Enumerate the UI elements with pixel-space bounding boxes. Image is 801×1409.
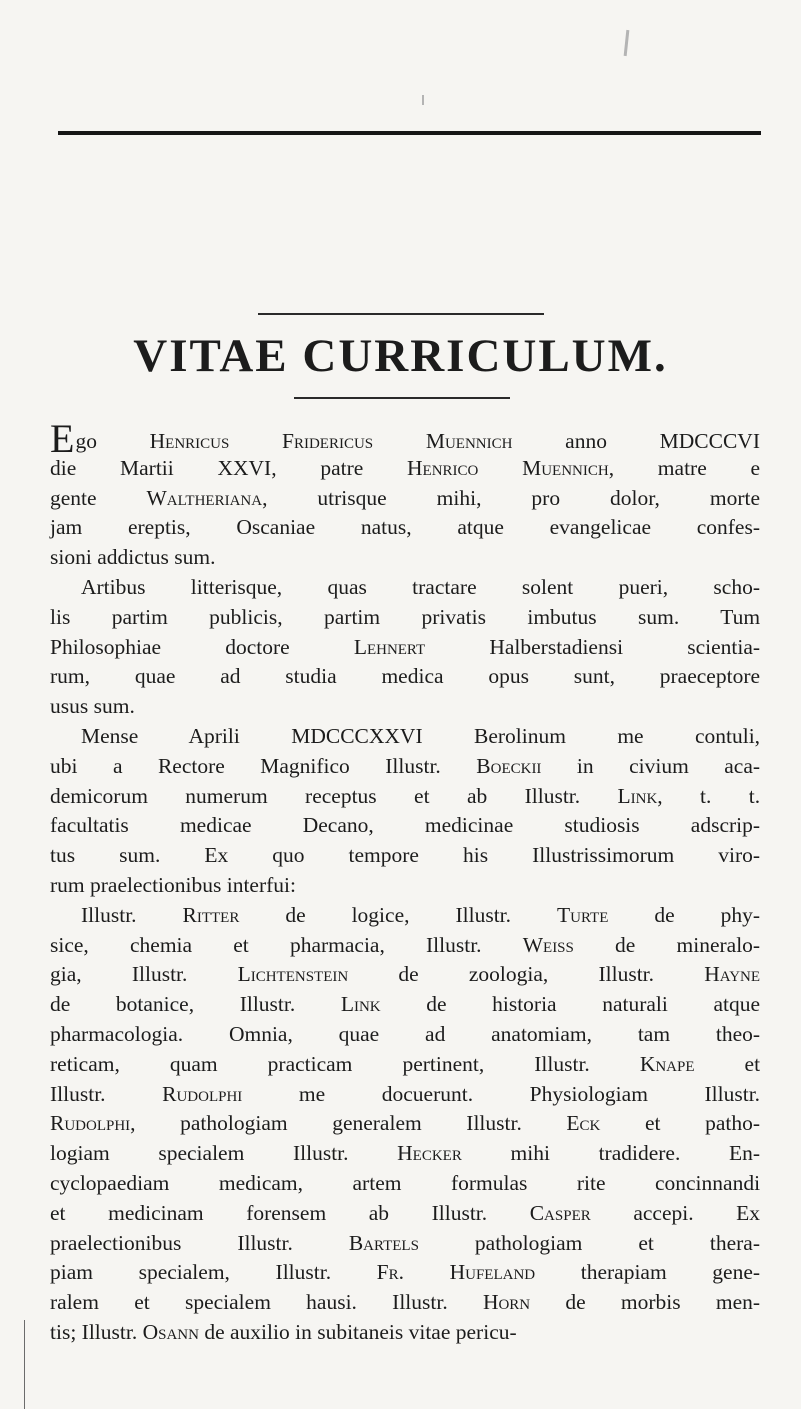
name-smallcaps: Horn: [482, 1290, 531, 1315]
text-line: cyclopaediam medicam, artem formulas rite concinnandi: [50, 1170, 761, 1195]
ink-mark: [422, 95, 424, 105]
body-text: [50, 416, 761, 1348]
margin-line: [24, 1320, 25, 1409]
text-line: jam ereptis, Oscaniae natus, atque evangelicae confes-: [50, 515, 761, 540]
header-rule: [58, 131, 761, 135]
name-smallcaps: Henrico: [407, 455, 479, 480]
name-smallcaps: Link,: [617, 783, 663, 808]
text-line: rum, quae ad studia medica opus sunt, praeceptore: [50, 664, 761, 689]
name-smallcaps: Bartels: [348, 1230, 419, 1255]
text-line: Philosophiae doctore Lehnert Halberstadiensi scientia-: [50, 634, 761, 659]
text-line: usus sum.: [50, 694, 135, 719]
text-line: pharmacologia. Omnia, quae ad anatomiam, tam theo-: [50, 1021, 761, 1046]
text-line: Artibus litterisque, quas tractare solent pueri, scho-: [81, 574, 760, 599]
text-line: tus sum. Ex quo tempore his Illustrissimorum viro-: [50, 843, 761, 868]
name-smallcaps: Eck: [566, 1111, 601, 1136]
text-line: sice, chemia et pharmacia, Illustr. Weiss de mineralo-: [50, 932, 761, 957]
name-smallcaps: Turte: [556, 902, 609, 927]
name-smallcaps: Waltheriana,: [146, 485, 268, 510]
name-smallcaps: Rudolphi: [162, 1081, 243, 1106]
name-smallcaps: Lehnert: [353, 634, 426, 659]
text-line: ralem et specialem hausi. Illustr. Horn de morbis men-: [50, 1290, 761, 1315]
text-line: reticam, quam practicam pertinent, Illustr. Knape et: [50, 1051, 761, 1076]
name-smallcaps: Hayne: [704, 962, 761, 987]
name-smallcaps: Henricus: [149, 429, 230, 453]
text-line: demicorum numerum receptus et ab Illustr. Link, t. t.: [50, 783, 761, 808]
text-line: praelectionibus Illustr. Bartels pathologiam et thera-: [50, 1230, 760, 1255]
name-smallcaps: Ritter: [182, 902, 240, 927]
name-smallcaps: Boeckii: [476, 753, 542, 778]
text-line: logiam specialem Illustr. Hecker mihi tradidere. En-: [50, 1141, 761, 1166]
name-smallcaps: Weiss: [522, 932, 574, 957]
name-smallcaps: Lichtenstein: [237, 962, 349, 987]
text-line: piam specialem, Illustr. Fr. Hufeland therapiam gene-: [50, 1260, 761, 1285]
name-smallcaps: Hecker: [397, 1141, 462, 1166]
name-smallcaps: Hufeland: [449, 1260, 536, 1285]
text-line: gente Waltheriana, utrisque mihi, pro dolor, morte: [50, 485, 761, 510]
text-line: sioni addictus sum.: [50, 545, 216, 570]
text-line: Ego Henricus Fridericus Muennich anno MDCCCVI: [50, 416, 760, 461]
text-line: gia, Illustr. Lichtenstein de zoologia, Illustr. Hayne: [50, 962, 761, 987]
name-smallcaps: Muennich: [425, 429, 513, 453]
initial-letter: E: [50, 416, 75, 461]
text-line: Illustr. Ritter de logice, Illustr. Turte de phy-: [81, 902, 761, 927]
text-line: et medicinam forensem ab Illustr. Casper accepi. Ex: [50, 1200, 761, 1225]
text-line: die Martii XXVI, patre Henrico Muennich, matre e: [50, 455, 761, 480]
text-line: tis; Illustr. Osann de auxilio in subitaneis vitae pericu-: [50, 1319, 517, 1344]
text-line: facultatis medicae Decano, medicinae studiosis adscrip-: [50, 813, 761, 838]
title-rule-bottom: [294, 397, 510, 399]
ink-mark: [624, 30, 630, 56]
text-line: Mense Aprili MDCCCXXVI Berolinum me contuli,: [81, 723, 761, 748]
page-title: VITAE CURRICULUM.: [133, 330, 668, 382]
title-rule-top: [258, 313, 544, 315]
name-smallcaps: Knape: [639, 1051, 695, 1076]
text-line: de botanice, Illustr. Link de historia naturali atque: [50, 992, 761, 1017]
name-smallcaps: Casper: [529, 1200, 591, 1225]
name-smallcaps: Muennich,: [522, 455, 615, 480]
name-smallcaps: Rudolphi,: [50, 1111, 136, 1136]
text-line: Rudolphi, pathologiam generalem Illustr. Eck et patho-: [50, 1111, 761, 1136]
text-line: ubi a Rectore Magnifico Illustr. Boeckii in civium aca-: [50, 753, 761, 778]
name-smallcaps: Osann: [142, 1319, 199, 1344]
name-smallcaps: Link: [340, 992, 381, 1017]
name-smallcaps: Fr.: [376, 1260, 405, 1285]
text-line: lis partim publicis, partim privatis imbutus sum. Tum: [50, 604, 761, 629]
text-line: rum praelectionibus interfui:: [50, 872, 296, 897]
name-smallcaps: Fridericus: [282, 429, 374, 453]
text-line: Illustr. Rudolphi me docuerunt. Physiologiam Illustr.: [50, 1081, 761, 1106]
